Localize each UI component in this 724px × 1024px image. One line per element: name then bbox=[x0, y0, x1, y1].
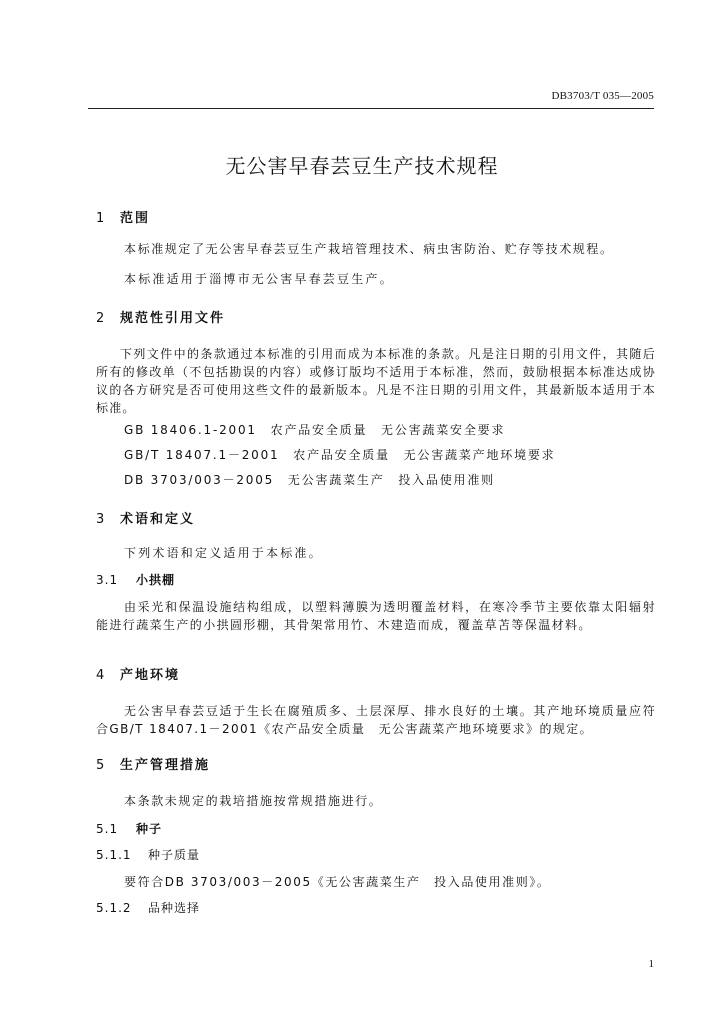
subsection-title: 小拱棚 bbox=[136, 573, 176, 587]
section-4-heading bbox=[96, 667, 656, 685]
subsection-5-1-2-heading bbox=[96, 899, 656, 917]
section-1-paragraph-2: 本标准适用于淄博市无公害早春芸豆生产。 bbox=[124, 272, 394, 286]
subsection-number: 5.1.2 bbox=[96, 901, 132, 915]
page-number: 1 bbox=[648, 958, 654, 970]
section-1-paragraph-1: 本标准规定了无公害早春芸豆生产栽培管理技术、病虫害防治、贮存等技术规程。 bbox=[124, 242, 614, 256]
section-1-heading bbox=[96, 210, 656, 228]
header-rule bbox=[88, 108, 654, 109]
section-number: 4 bbox=[96, 668, 107, 683]
subsection-5-1-1-heading bbox=[96, 846, 656, 864]
reference-item: DB 3703/003－2005 无公害蔬菜生产 投入品使用准则 bbox=[124, 473, 495, 487]
section-title: 产地环境 bbox=[120, 668, 181, 683]
subsection-3-1-paragraph: 由采光和保温设施结构组成，以塑料薄膜为透明覆盖材料，在寒冷季节主要依靠太阳辐射能进行蔬菜生产的小拱圆形棚，其骨架常用竹、木建造而成，覆盖草苫等保温材料。 bbox=[96, 600, 656, 632]
subsection-title: 种子质量 bbox=[148, 848, 201, 862]
subsection-number: 3.1 bbox=[96, 573, 119, 587]
subsection-number: 5.1.1 bbox=[96, 848, 132, 862]
reference-item: GB/T 18407.1－2001 农产品安全质量 无公害蔬菜产地环境要求 bbox=[124, 448, 556, 462]
section-4-paragraph-1: 无公害早春芸豆适于生长在腐殖质多、土层深厚、排水良好的土壤。其产地环境质量应符合GB/T 18407.1－2001《农产品安全质量 无公害蔬菜产地环境要求》的规定。 bbox=[96, 704, 656, 736]
section-title: 生产管理措施 bbox=[120, 758, 211, 773]
section-title: 范围 bbox=[120, 211, 151, 226]
section-3-paragraph-1: 下列术语和定义适用于本标准。 bbox=[124, 546, 323, 560]
subsection-number: 5.1 bbox=[96, 822, 119, 836]
subsection-title: 品种选择 bbox=[148, 901, 201, 915]
subsection-3-1-heading bbox=[96, 571, 656, 589]
subsection-5-1-heading bbox=[96, 820, 656, 838]
subsection-5-1-1-paragraph: 要符合DB 3703/003－2005《无公害蔬菜生产 投入品使用准则》。 bbox=[124, 875, 551, 889]
section-number: 2 bbox=[96, 311, 107, 326]
section-number: 5 bbox=[96, 758, 107, 773]
section-2-heading bbox=[96, 310, 656, 328]
document-title: 无公害早春芸豆生产技术规程 bbox=[225, 154, 499, 178]
section-title: 术语和定义 bbox=[120, 512, 196, 527]
section-5-heading bbox=[96, 757, 656, 775]
standard-code: DB3703/T 035—2005 bbox=[551, 90, 654, 102]
section-2-paragraph-1: 下列文件中的条款通过本标准的引用而成为本标准的条款。凡是注日期的引用文件，其随后所有的修改单（不包括勘误的内容）或修订版均不适用于本标准，然而，鼓励根据本标准达成协议的各方研究是否可使用这些文件的最新版本。凡是不注日期的引用文件，其最新版本适用于本标准。 bbox=[96, 347, 656, 415]
reference-item: GB 18406.1-2001 农产品安全质量 无公害蔬菜安全要求 bbox=[124, 423, 506, 437]
subsection-title: 种子 bbox=[136, 822, 163, 836]
section-5-paragraph-1: 本条款未规定的栽培措施按常规措施进行。 bbox=[124, 794, 383, 808]
section-3-heading bbox=[96, 511, 656, 529]
section-number: 1 bbox=[96, 211, 107, 226]
section-title: 规范性引用文件 bbox=[120, 311, 226, 326]
section-number: 3 bbox=[96, 512, 107, 527]
